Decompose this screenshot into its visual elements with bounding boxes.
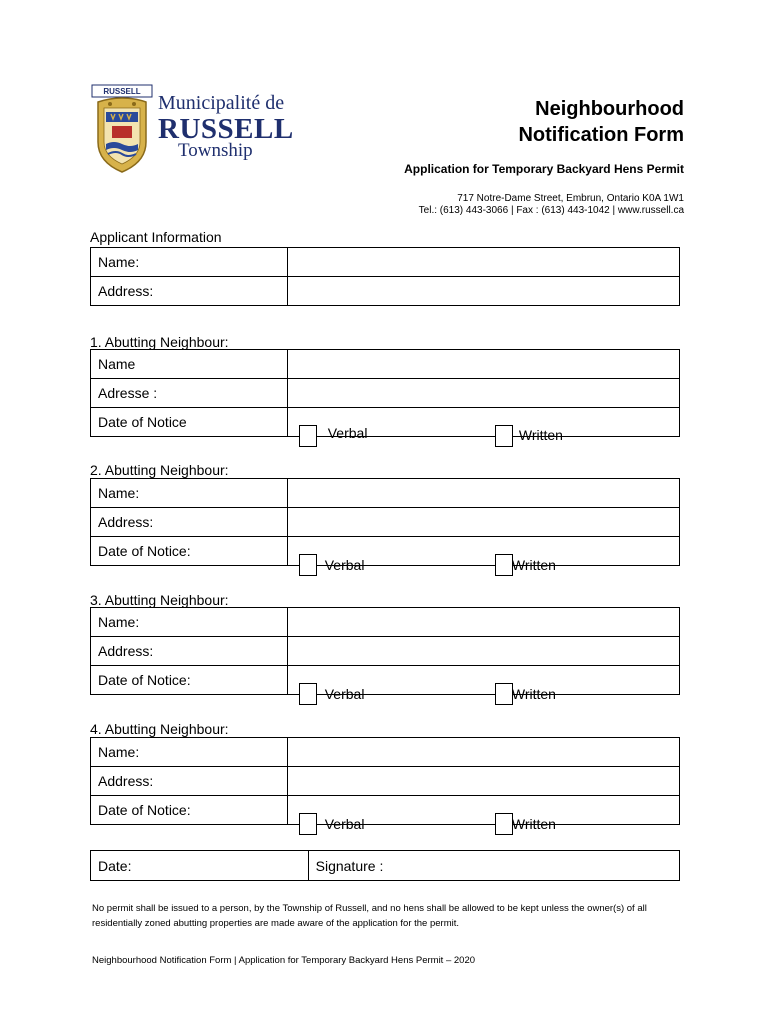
signoff-date-label: Date: [98,857,132,874]
form-title-line1: Neighbourhood [535,98,684,120]
russell-coat-of-arms-logo [90,84,154,176]
neighbour-2-title: 2. Abutting Neighbour: [90,462,229,478]
neighbour-1-name-label: Name [91,350,288,379]
page-footer: Neighbourhood Notification Form | Application for Temporary Backyard Hens Permit – 2020 [92,955,476,966]
neighbour-1-name-field[interactable] [287,350,679,379]
neighbour-4-name-field[interactable] [287,738,679,767]
neighbour-2-written-label: Written [511,557,556,573]
neighbour-2-name-field[interactable] [287,479,679,508]
applicant-address-label: Address: [91,277,288,306]
neighbour-2-address-label: Address: [91,508,288,537]
applicant-address-field[interactable] [287,277,679,306]
neighbour-1-date-label: Date of Notice [91,408,288,437]
neighbour-3-name-field[interactable] [287,608,679,637]
neighbour-4-verbal-label: Verbal [324,816,365,832]
permit-note: No permit shall be issued to a person, by the Township of Russell, and no hens shall be allowed to be kept unless the owner(s) of all residentially zoned abutting properties are made aware of the application for the permit. [92,903,647,929]
neighbour-2-verbal-checkbox[interactable] [299,554,317,576]
neighbour-2-address-field[interactable] [287,508,679,537]
neighbour-1-title: 1. Abutting Neighbour: [90,334,229,350]
municipality-name-line3: Township [178,140,253,161]
neighbour-1-table [90,349,680,443]
neighbour-4-address-field[interactable] [287,767,679,796]
neighbour-4-date-label: Date of Notice: [91,796,288,825]
signoff-table [90,850,680,881]
applicant-section-title: Applicant Information [90,229,222,245]
neighbour-1-written-checkbox[interactable] [495,425,513,447]
neighbour-4-title: 4. Abutting Neighbour: [90,721,229,737]
neighbour-3-title: 3. Abutting Neighbour: [90,592,229,608]
neighbour-1-written-label: Written [518,427,563,443]
neighbour-3-table [90,607,680,702]
form-subtitle: Application for Temporary Backyard Hens Permit [404,162,684,176]
neighbour-4-table [90,737,680,832]
applicant-table [90,247,680,306]
form-title-line2: Notification Form [518,124,684,146]
neighbour-2-date-label: Date of Notice: [91,537,288,566]
neighbour-3-verbal-label: Verbal [324,686,365,702]
applicant-name-label: Name: [91,248,288,277]
neighbour-3-written-label: Written [511,686,556,702]
neighbour-3-date-label: Date of Notice: [91,666,288,695]
neighbour-4-written-checkbox[interactable] [495,813,513,835]
neighbour-2-verbal-label: Verbal [324,557,365,573]
signoff-signature-label: Signature : [315,857,384,874]
neighbour-3-address-label: Address: [91,637,288,666]
neighbour-2-name-label: Name: [91,479,288,508]
neighbour-4-address-label: Address: [91,767,288,796]
neighbour-3-address-field[interactable] [287,637,679,666]
neighbour-3-written-checkbox[interactable] [495,683,513,705]
svg-text:RUSSELL: RUSSELL [103,87,141,96]
neighbour-4-verbal-checkbox[interactable] [299,813,317,835]
neighbour-4-name-label: Name: [91,738,288,767]
applicant-name-field[interactable] [287,248,679,277]
neighbour-1-address-field[interactable] [287,379,679,408]
signoff-date-field[interactable] [91,851,309,881]
office-address: 717 Notre-Dame Street, Embrun, Ontario K0A 1W1 [457,193,684,204]
neighbour-3-verbal-checkbox[interactable] [299,683,317,705]
neighbour-2-written-checkbox[interactable] [495,554,513,576]
neighbour-4-written-label: Written [511,816,556,832]
neighbour-1-verbal-checkbox[interactable] [299,425,317,447]
municipality-name-line2: RUSSELL [158,113,294,145]
neighbour-3-name-label: Name: [91,608,288,637]
neighbour-2-table [90,478,680,573]
municipality-name-line1: Municipalité de [158,92,285,114]
signoff-signature-field[interactable] [308,851,679,881]
office-contact: Tel.: (613) 443-3066 | Fax : (613) 443-1042 | www.russell.ca [418,205,684,216]
neighbour-1-verbal-label: Verbal [327,425,368,441]
neighbour-1-address-label: Adresse : [91,379,288,408]
